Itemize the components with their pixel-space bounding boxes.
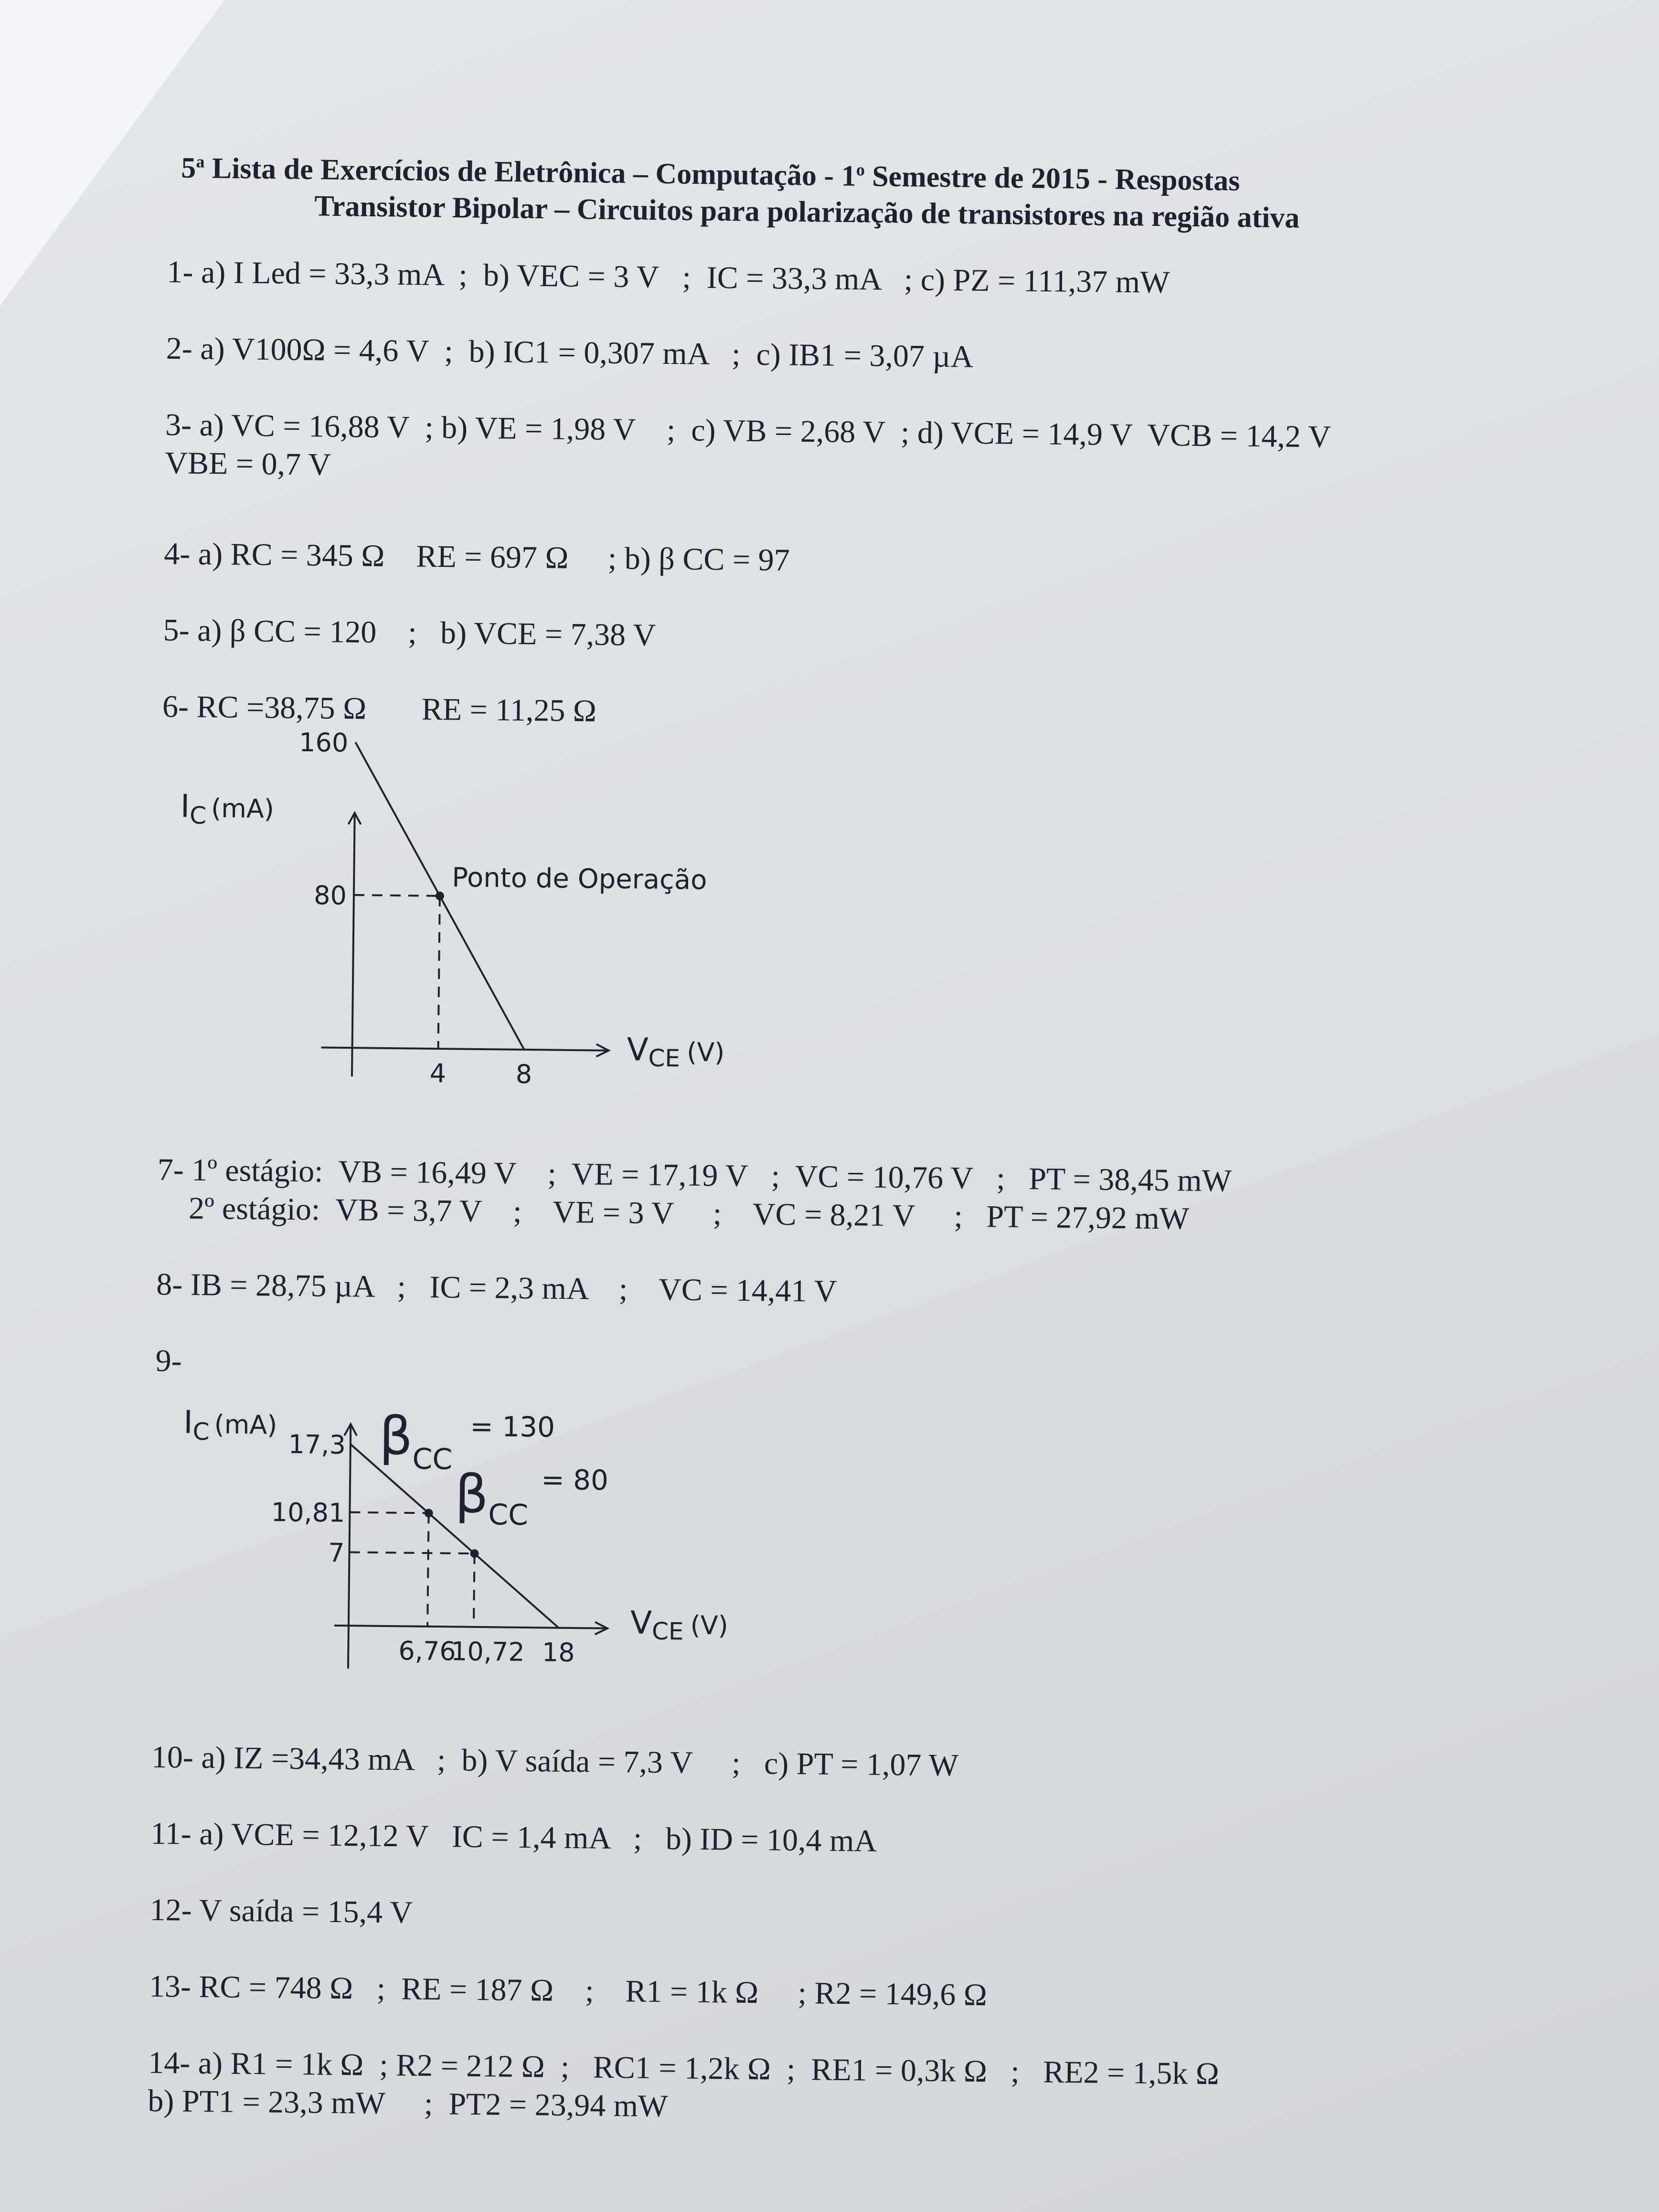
g1-x-tick-8: 8 [515,1059,532,1090]
g2-y-tick-7: 7 [328,1537,345,1568]
g1-y-tick-160: 160 [298,727,349,758]
g2-x-tick-6-76: 6,76 [398,1636,457,1667]
g1-operating-point [436,892,444,900]
g2-beta-130-value: = 130 [469,1410,555,1444]
answer-11: 11- a) VCE = 12,12 V IC = 1,4 mA ; b) ID = 10,4 mA [150,1816,877,1859]
g1-dashed-horizontal [354,895,440,896]
answer-10: 10- a) IZ =34,43 mA ; b) V saída = 7,3 V ; c) PT = 1,07 W [151,1739,959,1783]
answer-1: 1- a) I Led = 33,3 mA ; b) VEC = 3 V ; IC = 33,3 mA ; c) PZ = 111,37 mW [167,254,1170,300]
header-ordinal-o: o [856,160,865,180]
header-list-number: 5 [181,151,196,185]
g2-y-label: $I_C$ $^{(mA)}$ [183,1404,277,1446]
g2-beta-130-symbol: β [379,1405,413,1467]
header-title-text: Lista de Exercícios de Eletrônica – Computação - 1 [204,152,857,192]
answer-3-line-1: 3- a) VC = 16,88 V ; b) VE = 1,98 V ; c) VB = 2,68 V ; d) VCE = 14,9 V VCB = 14,2 V [165,407,1331,455]
answer-5: 5- a) β CC = 120 ; b) VCE = 7,38 V [163,612,656,653]
answer-2: 2- a) V100Ω = 4,6 V ; b) IC1 = 0,307 mA ; c) IB1 = 3,07 µA [166,330,974,374]
g1-x-label: VCE (V) [627,1031,725,1073]
g1-x-tick-4: 4 [429,1058,447,1089]
answer-4: 4- a) RC = 345 Ω RE = 697 Ω ; b) β CC = 97 [164,536,790,578]
g2-dashed-vertical-a [427,1513,428,1626]
answer-14-line-2: b) PT1 = 23,3 mW ; PT2 = 23,94 mW [148,2083,668,2124]
g2-x-tick-10-72: 10,72 [450,1636,525,1667]
g1-y-tick-80: 80 [313,880,347,911]
document-header [181,143,1471,238]
g2-x-label: VCE (V) [630,1604,729,1646]
answer-3-line-2: VBE = 0,7 V [165,445,331,482]
answer-6: 6- RC =38,75 Ω RE = 11,25 Ω [162,689,597,729]
load-line-chart-2 [152,1399,823,1702]
g2-dashed-horizontal-a [350,1512,428,1513]
answer-9: 9- [155,1343,182,1379]
header-subtitle: Transistor Bipolar – Circuitos para polarização de transistores na região ativa [314,190,1300,234]
g2-x-axis [334,1626,606,1628]
header-title-text-2: Semestre de 2015 - Respostas [864,160,1240,197]
answer-8: 8- IB = 28,75 µA ; IC = 2,3 mA ; VC = 14,41 V [156,1266,837,1309]
graph-answer-6 [159,727,830,1101]
answer-7-line-1: 7- 1º estágio: VB = 16,49 V ; VE = 17,19 V ; VC = 10,76 V ; PT = 38,45 mW [157,1152,1232,1199]
g1-y-label: $I_C$ $^{(mA)}$ [180,787,275,830]
g2-dashed-vertical-b [474,1553,475,1627]
g2-y-tick-10-81: 10,81 [271,1497,345,1528]
g2-dashed-horizontal-b [350,1552,475,1553]
graph-answer-9 [152,1399,823,1702]
g2-beta-80-symbol: β [455,1463,489,1525]
g2-beta-80-value: = 80 [541,1463,609,1497]
g2-beta-80-sub: CC [488,1498,529,1532]
g2-y-tick-17-3: 17,3 [288,1429,346,1460]
g1-point-label: Ponto de Operação [451,862,707,896]
g1-y-axis [352,814,355,1076]
answer-7-line-2: 2º estágio: VB = 3,7 V ; VE = 3 V ; VC = 8,21 V ; PT = 27,92 mW [157,1190,1190,1236]
answers-list [148,253,1433,2134]
load-line-chart-1 [159,727,830,1101]
g1-x-axis [321,1047,608,1050]
answer-14-line-1: 14- a) R1 = 1k Ω ; R2 = 212 Ω ; RC1 = 1,2k Ω ; RE1 = 0,3k Ω ; RE2 = 1,5k Ω [148,2045,1220,2092]
g2-x-tick-18: 18 [542,1637,575,1668]
header-ordinal-a: a [196,152,205,171]
g1-dashed-vertical [438,896,440,1049]
g2-y-axis [348,1425,351,1669]
answer-12: 12- V saída = 15,4 V [149,1892,413,1930]
answer-13: 13- RC = 748 Ω ; RE = 187 Ω ; R1 = 1k Ω ; R2 = 149,6 Ω [149,1968,988,2013]
g2-load-line [349,1444,561,1628]
g2-beta-130-sub: CC [412,1442,453,1477]
